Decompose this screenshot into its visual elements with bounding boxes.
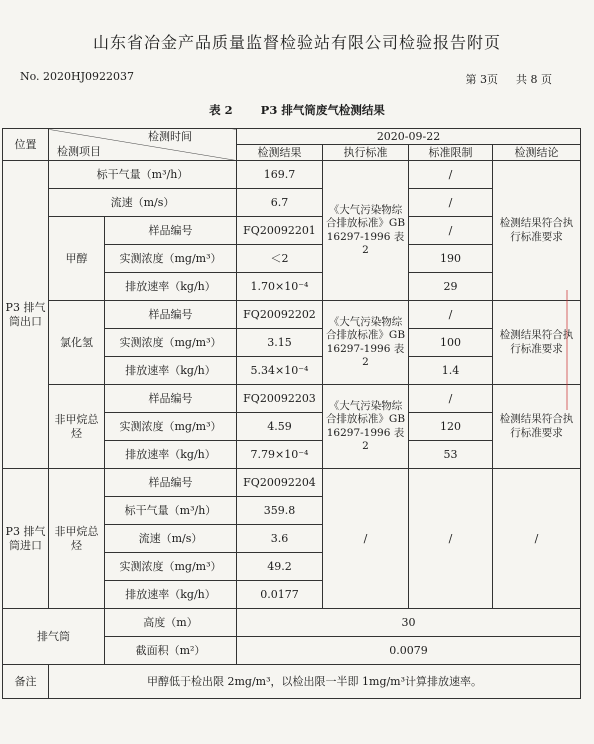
inlet-position: P3 排气筒进口 [3,469,49,609]
header-conclusion: 检测结论 [493,145,581,161]
report-number: No. 2020HJ0922037 [20,70,135,83]
hcl-conclusion: 检测结果符合执行标准要求 [493,301,581,385]
outlet-flow-label: 标干气量（m³/h） [49,161,237,189]
nmhc-out-standard: 《大气污染物综合排放标准》GB 16297-1996 表 2 [323,385,409,469]
nmhc-out-sample-label: 样品编号 [105,385,237,413]
methanol-standard: 《大气污染物综合排放标准》GB 16297-1996 表 2 [323,161,409,301]
nmhc-out-rate: 7.79×10⁻⁴ [237,441,323,469]
methanol-conc-label: 实测浓度（mg/m³） [105,245,237,273]
hcl-sample-limit: / [409,301,493,329]
hcl-rate-limit: 1.4 [409,357,493,385]
methanol-conc: ＜2 [237,245,323,273]
nmhc-in-conc-label: 实测浓度（mg/m³） [105,553,237,581]
stack-area: 0.0079 [237,637,581,665]
nmhc-in-vel-label: 流速（m/s） [105,525,237,553]
nmhc-in-vel: 3.6 [237,525,323,553]
methanol-rate-limit: 29 [409,273,493,301]
header-item: 检测项目 [57,145,101,159]
outlet-flow-result: 169.7 [237,161,323,189]
header-diagonal [49,129,237,161]
methanol-sample-label: 样品编号 [105,217,237,245]
nmhc-out-sample-limit: / [409,385,493,413]
nmhc-out-conc-label: 实测浓度（mg/m³） [105,413,237,441]
header-position: 位置 [3,129,49,161]
inlet-conclusion-slash: / [493,469,581,609]
nmhc-out-rate-label: 排放速率（kg/h） [105,441,237,469]
nmhc-in-conc: 49.2 [237,553,323,581]
nmhc-out-conc: 4.59 [237,413,323,441]
stack-area-label: 截面积（m²） [105,637,237,665]
header-date: 2020-09-22 [237,129,581,145]
results-table [2,128,581,699]
methanol-name: 甲醇 [49,217,105,301]
note-label: 备注 [3,665,49,699]
hcl-rate-label: 排放速率（kg/h） [105,357,237,385]
inlet-standard-slash: / [323,469,409,609]
header-standard: 执行标准 [323,145,409,161]
header-limit: 标准限制 [409,145,493,161]
nmhc-in-sample: FQ20092204 [237,469,323,497]
nmhc-in-rate-label: 排放速率（kg/h） [105,581,237,609]
table-title: P3 排气筒废气检测结果 [260,103,385,117]
nmhc-in-sample-label: 样品编号 [105,469,237,497]
stack-label: 排气筒 [3,609,105,665]
methanol-sample-limit: / [409,217,493,245]
outlet-flow-limit: / [409,161,493,189]
page-current: 第 3页 [465,73,498,86]
stack-height-label: 高度（m） [105,609,237,637]
nmhc-out-sample: FQ20092203 [237,385,323,413]
nmhc-out-name: 非甲烷总烃 [49,385,105,469]
nmhc-out-rate-limit: 53 [409,441,493,469]
page-total: 共 8 页 [516,73,552,86]
hcl-standard: 《大气污染物综合排放标准》GB 16297-1996 表 2 [323,301,409,385]
hcl-sample: FQ20092202 [237,301,323,329]
nmhc-in-flow-label: 标干气量（m³/h） [105,497,237,525]
header-time: 检测时间 [148,130,192,143]
methanol-sample: FQ20092201 [237,217,323,245]
table-caption [0,102,594,118]
outlet-velocity-result: 6.7 [237,189,323,217]
note-text: 甲醇低于检出限 2mg/m³，以检出限一半即 1mg/m³计算排放速率。 [49,665,581,699]
hcl-rate: 5.34×10⁻⁴ [237,357,323,385]
header-result: 检测结果 [237,145,323,161]
nmhc-in-rate: 0.0177 [237,581,323,609]
methanol-rate-label: 排放速率（kg/h） [105,273,237,301]
hcl-conc-label: 实测浓度（mg/m³） [105,329,237,357]
hcl-conc: 3.15 [237,329,323,357]
stack-height: 30 [237,609,581,637]
seal-stamp [566,290,594,410]
hcl-conc-limit: 100 [409,329,493,357]
report-title: 山东省冶金产品质量监督检验站有限公司检验报告附页 [92,33,501,52]
hcl-sample-label: 样品编号 [105,301,237,329]
outlet-position: P3 排气筒出口 [3,161,49,469]
hcl-name: 氯化氢 [49,301,105,385]
outlet-velocity-limit: / [409,189,493,217]
methanol-conc-limit: 190 [409,245,493,273]
nmhc-in-flow: 359.8 [237,497,323,525]
nmhc-out-conclusion: 检测结果符合执行标准要求 [493,385,581,469]
table-label: 表 2 [209,103,233,117]
methanol-rate: 1.70×10⁻⁴ [237,273,323,301]
methanol-conclusion: 检测结果符合执行标准要求 [493,161,581,301]
inlet-limit-slash: / [409,469,493,609]
nmhc-out-conc-limit: 120 [409,413,493,441]
nmhc-in-name: 非甲烷总烃 [49,469,105,609]
outlet-velocity-label: 流速（m/s） [49,189,237,217]
page-info [462,71,553,87]
